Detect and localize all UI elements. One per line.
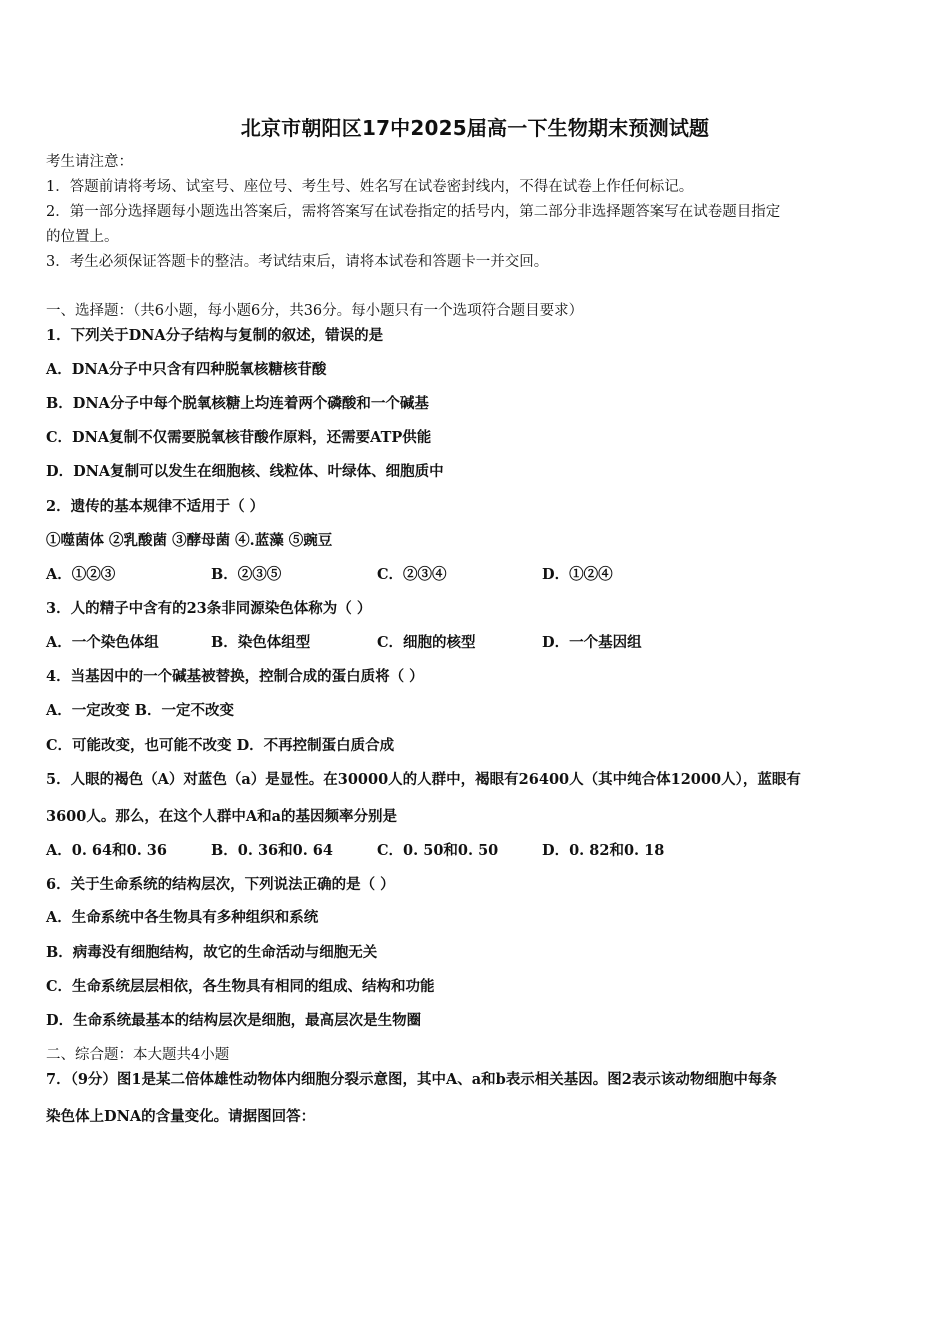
- q7-stem-line2: 染色体上DNA的含量变化。请据图回答：: [46, 1108, 316, 1125]
- page-title: 北京市朝阳区17中2025届高一下生物期末预测试题: [240, 116, 710, 140]
- q2-option-c: C．②③④: [377, 566, 447, 583]
- q2-option-b: B．②③⑤: [211, 566, 282, 583]
- notice-item: 的位置上。: [46, 229, 119, 245]
- q1-option-c: C．DNA复制不仅需要脱氧核苷酸作原料，还需要ATP供能: [46, 429, 432, 446]
- notice-item: 2．第一部分选择题每小题选出答案后，需将答案写在试卷指定的括号内，第二部分非选择题答案写在试卷题目指定: [46, 204, 781, 220]
- section1-heading: 一、选择题：（共6小题，每小题6分，共36分。每小题只有一个选项符合题目要求）: [46, 303, 584, 319]
- q5-option-c: C．0. 50和0. 50: [377, 842, 499, 859]
- q2-list: ①噬菌体 ②乳酸菌 ③酵母菌 ④.蓝藻 ⑤豌豆: [46, 532, 333, 549]
- q7-stem-line1: 7．（9分）图1是某二倍体雄性动物体内细胞分裂示意图，其中A、a和b表示相关基因。图2表示该动物细胞中每条: [46, 1071, 777, 1088]
- section2-heading: 二、综合题：本大题共4小题: [46, 1047, 230, 1063]
- q3-stem: 3．人的精子中含有的23条非同源染色体称为（ ）: [46, 600, 372, 617]
- q3-option-d: D．一个基因组: [542, 634, 642, 651]
- q4-options-line1: A．一定改变 B．一定不改变: [46, 702, 235, 719]
- q1-option-d: D．DNA复制可以发生在细胞核、线粒体、叶绿体、细胞质中: [46, 463, 444, 480]
- q6-option-d: D．生命系统最基本的结构层次是细胞，最高层次是生物圈: [46, 1012, 422, 1029]
- q2-option-d: D．①②④: [542, 566, 613, 583]
- q6-stem: 6．关于生命系统的结构层次，下列说法正确的是（ ）: [46, 876, 395, 893]
- q6-option-c: C．生命系统层层相依，各生物具有相同的组成、结构和功能: [46, 978, 435, 995]
- notice-item: 1．答题前请将考场、试室号、座位号、考生号、姓名写在试卷密封线内，不得在试卷上作任何标记。: [46, 179, 694, 195]
- q5-option-d: D．0. 82和0. 18: [542, 842, 665, 859]
- q2-stem: 2．遗传的基本规律不适用于（ ）: [46, 498, 265, 515]
- q6-option-a: A．生命系统中各生物具有多种组织和系统: [46, 909, 319, 926]
- q1-stem: 1．下列关于DNA分子结构与复制的叙述，错误的是: [46, 327, 384, 344]
- notice-item: 3．考生必须保证答题卡的整洁。考试结束后，请将本试卷和答题卡一并交回。: [46, 254, 549, 270]
- q5-stem-line2: 3600人。那么，在这个人群中A和a的基因频率分别是: [46, 808, 398, 825]
- q5-option-a: A．0. 64和0. 36: [46, 842, 167, 859]
- q6-option-b: B．病毒没有细胞结构，故它的生命活动与细胞无关: [46, 944, 378, 961]
- q3-option-c: C．细胞的核型: [377, 634, 476, 651]
- q1-option-b: B．DNA分子中每个脱氧核糖上均连着两个磷酸和一个碱基: [46, 395, 429, 412]
- notice-heading: 考生请注意：: [46, 154, 133, 170]
- q4-options-line2: C．可能改变，也可能不改变 D．不再控制蛋白质合成: [46, 737, 395, 754]
- q2-option-a: A．①②③: [46, 566, 116, 583]
- q4-stem: 4．当基因中的一个碱基被替换，控制合成的蛋白质将（ ）: [46, 668, 424, 685]
- q5-option-b: B．0. 36和0. 64: [211, 842, 333, 859]
- q3-option-b: B．染色体组型: [211, 634, 311, 651]
- q5-stem-line1: 5．人眼的褐色（A）对蓝色（a）是显性。在30000人的人群中，褐眼有26400人（其中纯合体12000人），蓝眼有: [46, 771, 801, 788]
- q1-option-a: A．DNA分子中只含有四种脱氧核糖核苷酸: [46, 361, 327, 378]
- q3-option-a: A．一个染色体组: [46, 634, 159, 651]
